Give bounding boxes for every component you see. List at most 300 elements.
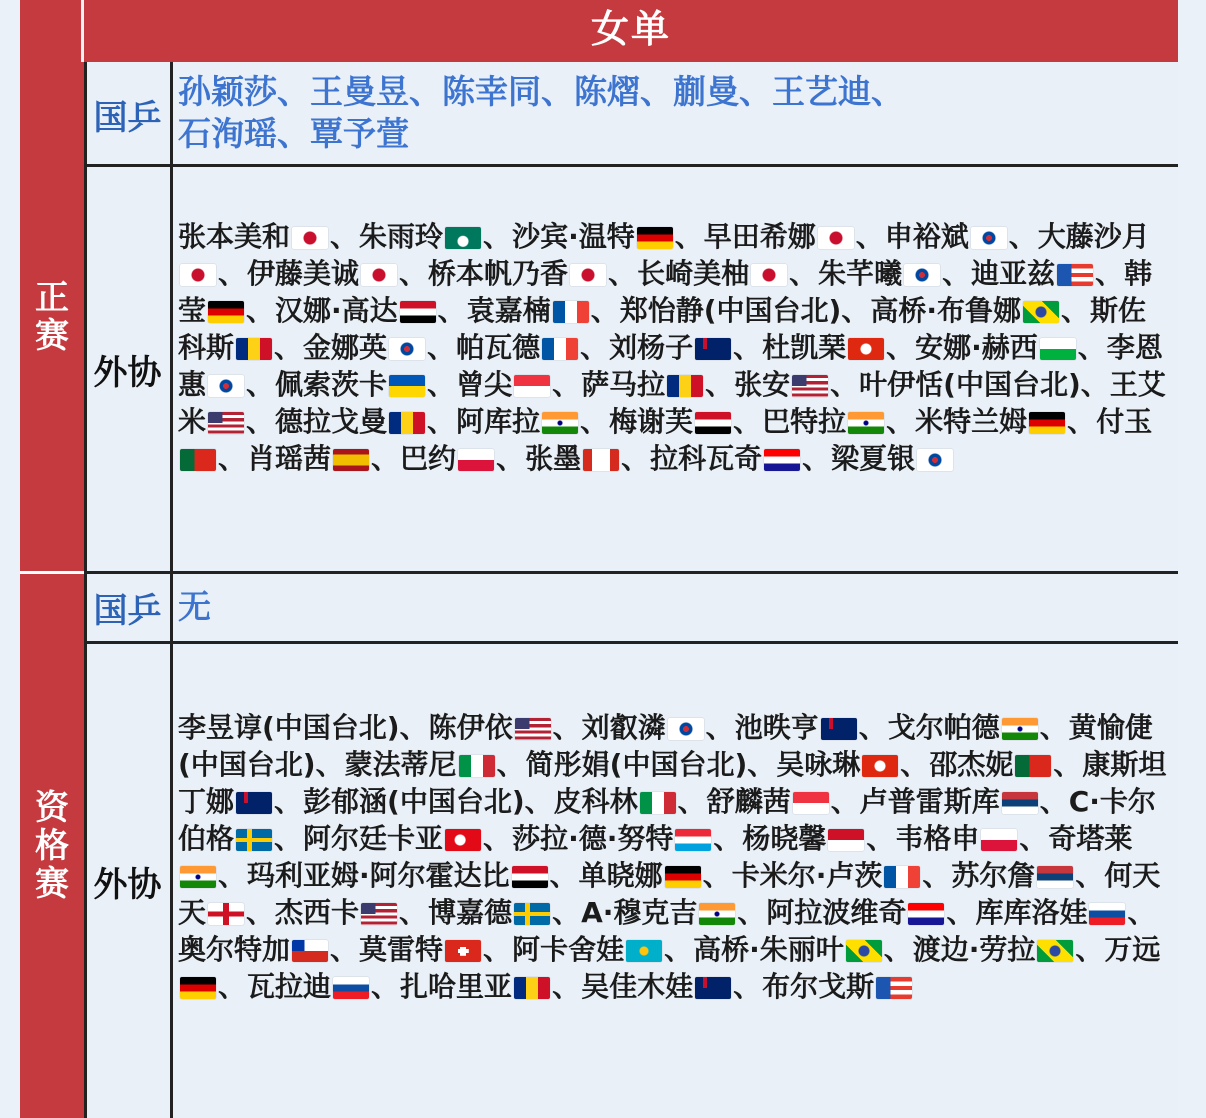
title-corner [20,0,84,62]
player-name: 佩索茨卡 [275,368,388,401]
flag-eg-icon [512,866,548,888]
separator: 、 [552,711,581,744]
player-entry [929,748,1082,781]
flag-in-icon [542,412,578,434]
player-entry [582,711,735,744]
flag-kr-icon [668,718,704,740]
player-entry [951,859,1104,892]
flag-sk-icon [1089,903,1125,925]
player-name: 邵杰妮 [929,748,1014,781]
flag-jp-icon [570,264,606,286]
flag-pt-icon [180,449,216,471]
player-name: 李昱谆(中国台北) [178,711,400,744]
player-entry [776,748,929,781]
separator: 、 [608,257,637,290]
player-entry [637,257,818,290]
separator: 、 [274,785,303,818]
player-entry [400,970,581,1003]
section-label-text: 资格赛 [35,788,69,904]
player-entry [456,368,581,401]
flag-ro-icon [514,977,550,999]
player-entry [178,933,359,966]
separator: 、 [621,442,650,475]
flag-de-icon [637,227,673,249]
separator: 、 [1127,896,1156,929]
flag-de-icon [665,866,701,888]
player-name: 袁嘉楠 [466,294,551,327]
player-name: 舒麟茜 [706,785,791,818]
player-entry [693,933,913,966]
player-name: 苏尔詹 [951,859,1036,892]
player-name: 桥本帆乃香 [428,257,569,290]
player-entry [609,331,762,364]
player-entry [303,785,554,818]
player-name: 高桥·布鲁娜 [870,294,1021,327]
separator: 、 [1053,748,1082,781]
separator: 、 [246,368,275,401]
separator: 、 [218,859,247,892]
entry-list-table [20,0,1178,1118]
player-name: 刘杨子 [609,331,694,364]
player-name: 梁夏银 [831,442,916,475]
player-name: 曾尖 [456,368,513,401]
separator: 、 [1077,331,1106,364]
flag-pt-icon [1015,755,1051,777]
separator: 、 [1095,257,1124,290]
player-entry [766,896,975,929]
category-label-waixie: 外协 [93,352,162,393]
player-name: 杜凯琹 [762,331,847,364]
player-entry [247,442,400,475]
player-name: 米特兰姆 [915,405,1028,438]
player-entry [581,896,766,929]
player-entry [762,405,915,438]
separator: 、 [1039,711,1068,744]
player-entry [707,785,860,818]
player-name: 戈尔帕德 [887,711,1000,744]
player-name: 万远 [1104,933,1161,966]
separator: 、 [733,970,762,1003]
player-entry [429,711,582,744]
player-name: 伊藤美诚 [247,257,360,290]
flag-mo-icon [445,227,481,249]
player-entry [762,331,915,364]
player-name: 朱雨玲 [359,220,444,253]
separator: 、 [549,859,578,892]
separator: 、 [1075,933,1104,966]
player-name: 肖瑶茜 [247,442,332,475]
player-name: 早田希娜 [703,220,816,253]
player-name: 朱芊曦 [818,257,903,290]
flag-hk-icon [862,755,898,777]
separator: 、 [830,785,859,818]
separator: 、 [580,405,609,438]
player-entry [467,294,620,327]
flag-fr-icon [553,301,589,323]
separator: 、 [496,442,525,475]
flag-ro-icon [389,412,425,434]
player-name: 斯佐科斯 [178,294,1147,364]
flag-ro-icon [236,338,272,360]
guoping-main-list [178,71,1168,155]
separator: 、 [922,859,951,892]
player-name: 拉科瓦奇 [650,442,763,475]
flag-rs-icon [1037,866,1073,888]
separator: 、 [246,896,275,929]
separator: 、 [552,970,581,1003]
player-entry [178,711,429,744]
flag-jp-icon [751,264,787,286]
flag-en-icon [208,903,244,925]
flag-br-icon [1037,940,1073,962]
flag-us-icon [208,412,244,434]
player-entry [359,220,512,253]
flag-in-icon [1002,718,1038,740]
player-name: 汉娜·高达 [275,294,398,327]
separator: 、 [733,331,762,364]
separator: 、 [1075,859,1104,892]
player-name: 韦格申 [895,822,980,855]
separator: 、 [399,711,428,744]
player-name: 简彤娟(中国台北) [525,748,748,781]
flag-eg-icon [400,301,436,323]
player-name: 皮科林 [553,785,638,818]
separator: 、 [789,257,818,290]
player-name: 帕瓦德 [456,331,541,364]
flag-hr-icon [764,449,800,471]
player-entry [247,970,400,1003]
player-entry [275,405,456,438]
flag-br-icon [846,940,882,962]
player-entry [554,785,707,818]
player-name: 杰西卡 [275,896,360,929]
player-entry [512,220,704,253]
flag-sg-icon [514,375,550,397]
separator: 、 [590,294,619,327]
guoping-line: 孙颖莎、王曼昱、陈幸同、陈熠、蒯曼、王艺迪、 [178,72,904,111]
guoping-line: 石洵瑶、覃予萱 [178,114,409,153]
player-entry [247,859,579,892]
separator: 、 [1008,220,1037,253]
player-entry [859,368,1110,401]
player-name: 玛利亚姆·阿尔霍达比 [247,859,510,892]
separator: 、 [886,405,915,438]
separator: 、 [427,331,456,364]
separator: 、 [747,748,776,781]
flag-sg-icon [793,792,829,814]
player-entry [579,859,732,892]
separator: 、 [437,294,466,327]
category-label-guoping: 国乒 [93,97,162,138]
player-name: 库库洛娃 [975,896,1088,929]
separator: 、 [713,822,742,855]
player-name: 申裕斌 [884,220,969,253]
player-name: 迪亚兹 [971,257,1056,290]
player-name: 卡米尔·卢茨 [731,859,883,892]
player-entry [581,970,762,1003]
guoping-line: 无 [178,587,211,626]
separator: 、 [855,220,884,253]
player-name: 刘叡潾 [581,711,666,744]
separator: 、 [330,220,359,253]
player-entry [512,822,742,855]
player-entry [831,442,956,475]
flag-in-icon [699,903,735,925]
flag-sk-icon [333,977,369,999]
flag-pr-icon [1057,264,1093,286]
flag-au-icon [695,338,731,360]
player-name: 梅谢芙 [609,405,694,438]
separator: 、 [427,405,456,438]
player-name: 大藤沙月 [1037,220,1150,253]
player-entry [913,933,1105,966]
player-entry [428,257,637,290]
player-name: 卢普雷斯库 [859,785,1000,818]
flag-kr-icon [971,227,1007,249]
player-name: 池昳亨 [734,711,819,744]
flag-ca-icon [583,449,619,471]
player-name: 安娜·赫西 [915,331,1038,364]
player-name: 莎拉·德·努特 [512,822,674,855]
separator: 、 [942,257,971,290]
player-name: 瓦拉迪 [247,970,332,1003]
separator: 、 [330,933,359,966]
separator: 、 [399,896,428,929]
player-name: 张安 [734,368,791,401]
player-entry [732,859,952,892]
player-name: 萨马拉 [581,368,666,401]
player-name: 付玉 [1096,405,1153,438]
player-name: 蒙法蒂尼 [344,748,457,781]
flag-br-icon [1023,301,1059,323]
player-entry [888,711,1069,744]
player-name: 杨晓馨 [742,822,827,855]
separator: 、 [830,368,859,401]
flag-jp-icon [180,264,216,286]
flag-jp-icon [818,227,854,249]
separator: 、 [218,970,247,1003]
separator: 、 [524,785,553,818]
flag-es-icon [333,449,369,471]
player-entry [742,822,895,855]
player-name: 奇塔莱 [1048,822,1133,855]
separator: 、 [246,294,275,327]
separator: 、 [702,859,731,892]
flag-pl-icon [458,449,494,471]
separator: 、 [399,257,428,290]
separator: 、 [802,442,831,475]
guoping-qualifying-list [178,586,1168,628]
player-name: 吴佳木娃 [581,970,694,1003]
player-name: 彭郁涵(中国台北) [303,785,525,818]
player-entry [818,257,971,290]
flag-hk-icon [848,338,884,360]
flag-rs-icon [1002,792,1038,814]
flag-ch-icon [445,940,481,962]
flag-us-icon [515,718,551,740]
player-name: 张墨 [525,442,582,475]
separator: 、 [218,257,247,290]
separator: 、 [552,896,581,929]
player-entry [345,748,526,781]
separator: 、 [371,442,400,475]
separator: 、 [218,442,247,475]
player-name: 郑怡静(中国台北) [619,294,842,327]
separator: 、 [737,896,766,929]
player-name: 李恩惠 [178,331,1163,401]
category-label-guoping: 国乒 [93,591,162,631]
player-name: 阿库拉 [456,405,541,438]
player-name: 金娜英 [303,331,388,364]
player-entry [428,896,581,929]
player-name: 王艾米 [178,368,1166,438]
separator: 、 [496,748,525,781]
waixie-qualifying-list [178,709,1168,1005]
player-entry [400,442,525,475]
flag-fr-icon [542,338,578,360]
waixie-main-list [178,218,1168,477]
separator: 、 [315,748,344,781]
flag-tr-icon [445,829,481,851]
player-entry [303,331,456,364]
flag-pr-icon [876,977,912,999]
section-label-text: 正赛 [35,278,69,356]
separator: 、 [664,933,693,966]
separator: 、 [483,933,512,966]
flag-id-icon [828,829,864,851]
player-name: 阿尔廷卡亚 [303,822,444,855]
player-entry [704,220,885,253]
player-entry [860,785,1069,818]
flag-pl-icon [981,829,1017,851]
flag-in-icon [180,866,216,888]
flag-au-icon [236,792,272,814]
player-name: 扎哈里亚 [400,970,513,1003]
player-name: 巴特拉 [762,405,847,438]
section-label-main-draw [20,62,84,572]
player-name: 沙宾·温特 [512,220,635,253]
player-name: 高桥·朱丽叶 [693,933,844,966]
player-entry [526,748,777,781]
player-name: 单晓娜 [578,859,663,892]
flag-wa-icon [1040,338,1076,360]
player-entry [456,331,609,364]
section-label-qualifying [20,574,84,1118]
player-entry [735,711,888,744]
player-entry [620,294,871,327]
flag-au-icon [695,977,731,999]
player-entry [870,294,1090,327]
player-entry [525,442,650,475]
row-divider [84,641,1178,644]
flag-it-icon [640,792,676,814]
flag-hr-icon [908,903,944,925]
flag-cl-icon [292,940,328,962]
player-entry [915,331,1107,364]
separator: 、 [1019,822,1048,855]
separator: 、 [1080,368,1109,401]
flag-kr-icon [904,264,940,286]
flag-us-icon [361,903,397,925]
flag-in-icon [848,412,884,434]
flag-ua-icon [389,375,425,397]
separator: 、 [274,331,303,364]
flag-kr-icon [917,449,953,471]
flag-fr-icon [884,866,920,888]
player-entry [359,933,512,966]
player-name: 莫雷特 [359,933,444,966]
separator: 、 [858,711,887,744]
player-entry [456,405,609,438]
flag-de-icon [1029,412,1065,434]
flag-jp-icon [292,227,328,249]
player-name: 布尔戈斯 [762,970,875,1003]
separator: 、 [552,368,581,401]
separator: 、 [1060,294,1089,327]
flag-it-icon [459,755,495,777]
separator: 、 [946,896,975,929]
player-entry [975,896,1156,929]
flag-lu-icon [675,829,711,851]
separator: 、 [580,331,609,364]
flag-de-icon [208,301,244,323]
flag-au-icon [821,718,857,740]
player-name: 巴约 [400,442,457,475]
player-entry [971,257,1124,290]
player-entry [609,405,762,438]
separator: 、 [674,220,703,253]
player-name: 吴咏琳 [776,748,861,781]
separator: 、 [886,331,915,364]
row-divider [84,164,1178,167]
player-name: 叶伊恬(中国台北) [859,368,1081,401]
flag-eg-icon [695,412,731,434]
flag-de-icon [180,977,216,999]
player-entry [734,368,859,401]
player-name: 德拉戈曼 [275,405,388,438]
separator: 、 [1067,405,1096,438]
player-entry [275,368,456,401]
flag-jp-icon [361,264,397,286]
player-name: 康斯坦丁娜 [178,748,1167,818]
separator: 、 [427,368,456,401]
separator: 、 [483,220,512,253]
separator: 、 [866,822,895,855]
separator: 、 [677,785,706,818]
player-entry [762,970,915,1003]
player-entry [581,368,734,401]
separator: 、 [1039,785,1068,818]
flag-ro-icon [667,375,703,397]
player-name: 渡边·劳拉 [912,933,1036,966]
separator: 、 [371,970,400,1003]
flag-us-icon [792,375,828,397]
title-bar [20,0,1178,62]
player-name: 韩莹 [178,257,1153,327]
separator: 、 [483,822,512,855]
flag-kr-icon [208,375,244,397]
player-name: 张本美和 [178,220,291,253]
page-title: 女单 [590,7,671,51]
player-name: A·穆克吉 [581,896,698,929]
separator: 、 [705,711,734,744]
player-entry [275,294,467,327]
row-divider [84,571,1178,574]
separator: 、 [274,822,303,855]
player-entry [178,220,359,253]
player-entry [885,220,1038,253]
flag-kr-icon [389,338,425,360]
